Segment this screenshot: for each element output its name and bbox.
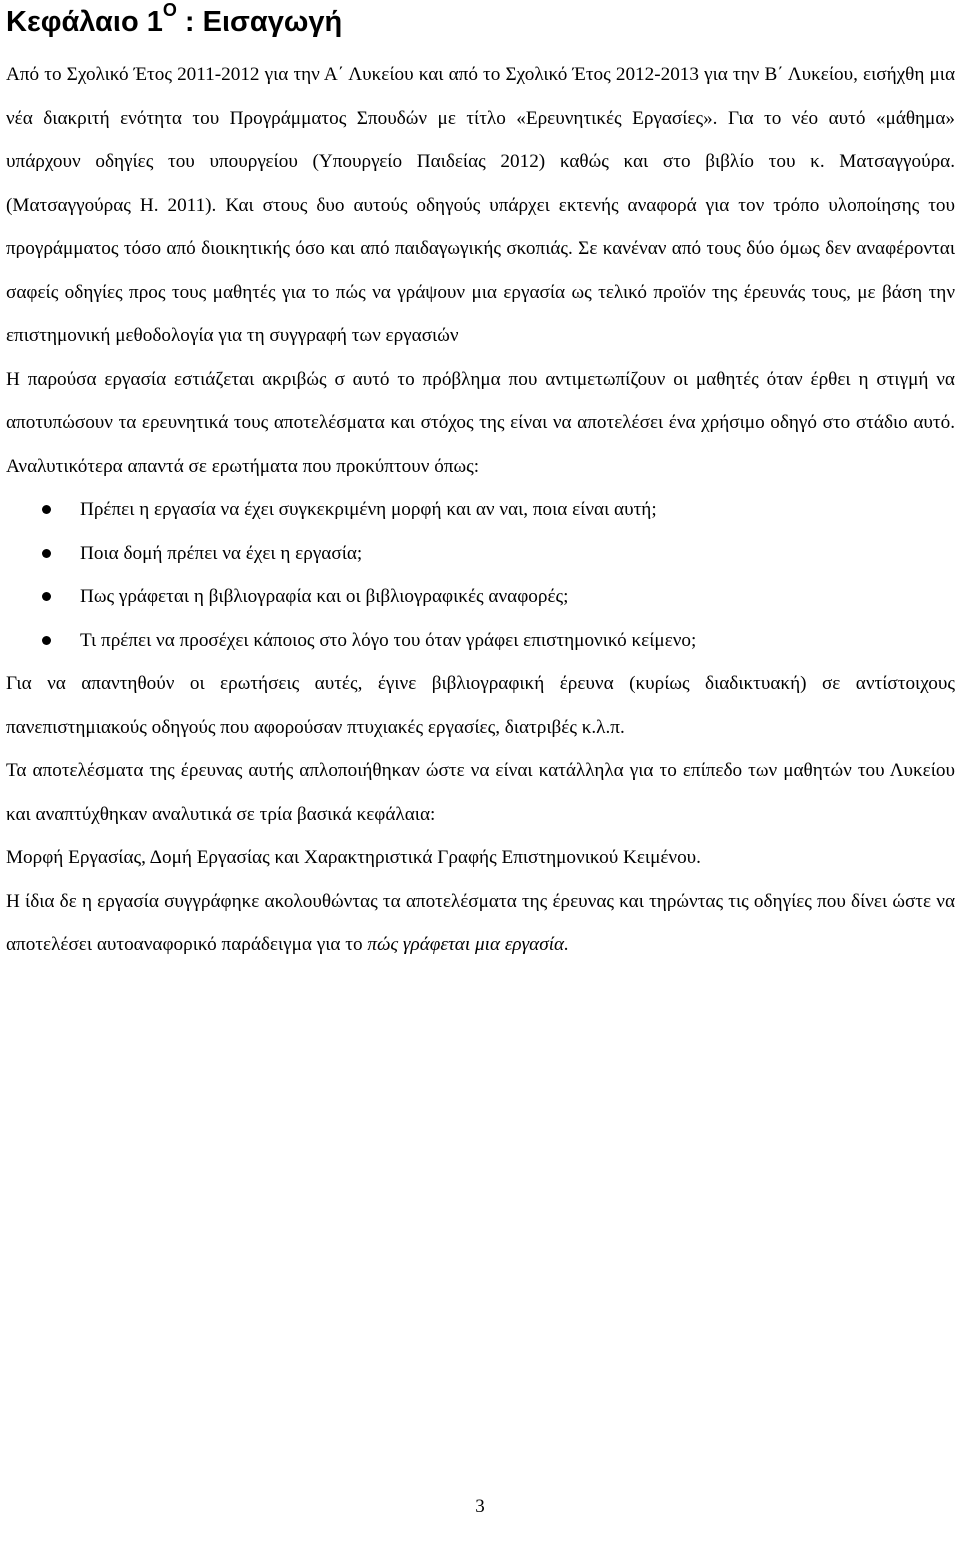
- closing-text: Η ίδια δε η εργασία συγγράφηκε ακολουθώντας τα αποτελέσματα της έρευνας και τηρώντας τις οδηγίες που δίνει ώστε να αποτελέσει αυτοαναφορικό παράδειγμα για το: [6, 890, 955, 955]
- question-text: Ποια δομή πρέπει να έχει η εργασία;: [80, 542, 363, 564]
- chapter-title: [6, 2, 342, 42]
- list-item: [6, 488, 955, 532]
- bullet-icon: [42, 636, 51, 645]
- question-text: Τι πρέπει να προσέχει κάποιος στο λόγο του όταν γράφει επιστημονικό κείμενο;: [80, 629, 697, 651]
- paragraph-closing: [6, 880, 955, 967]
- body-text: [6, 53, 955, 967]
- paragraph-intro: Από το Σχολικό Έτος 2011-2012 για την Α΄ Λυκείου και από το Σχολικό Έτος 2012-2013 για την Β΄ Λυκείου, εισήχθη μια νέα διακριτή ενότητα του Προγράμματος Σπουδών με τίτλο «Ερευνητικές Εργασίες». Για το νέο αυτό «μάθημα» υπάρχουν οδηγίες του υπουργείου (Υπουργείο Παιδείας 2012) καθώς και στο βιβλίο του κ. Ματσαγγούρα. (Ματσαγγούρας Η. 2011). Και στους δυο αυτούς οδηγούς υπάρχει εκτενής αναφορά για τον τρόπο υλοποίησης του προγράμματος τόσο από διοικητικής όσο και από παιδαγωγικής σκοπιάς. Σε κανέναν από τους δύο όμως δεν αναφέρονται σαφείς οδηγίες προς τους μαθητές για το πώς να γράψουν μια εργασία ως τελικό προϊόν της έρευνάς τους, με βάση την επιστημονική μεθοδολογία για τη συγγραφή των εργασιών: [6, 64, 955, 346]
- question-text: Πως γράφεται η βιβλιογραφία και οι βιβλιογραφικές αναφορές;: [80, 586, 569, 607]
- list-item: [6, 619, 955, 663]
- bullet-icon: [42, 505, 51, 514]
- question-text: Πρέπει η εργασία να έχει συγκεκριμένη μορφή και αν ναι, ποια είναι αυτή;: [80, 499, 657, 520]
- paragraph-results: Τα αποτελέσματα της έρευνας αυτής απλοποιήθηκαν ώστε να είναι κατάλληλα για το επίπεδο των μαθητών του Λυκείου και αναπτύχθηκαν αναλυτικά σε τρία βασικά κεφάλαια:: [6, 760, 955, 825]
- questions-list: [6, 488, 955, 662]
- closing-italic-text: πώς γράφεται μια εργασία.: [367, 934, 569, 955]
- chapter-title-superscript: Ο: [162, 0, 177, 21]
- bullet-icon: [42, 592, 51, 601]
- chapter-title-prefix: Κεφάλαιο 1: [6, 6, 163, 38]
- chapter-title-suffix: : Εισαγωγή: [176, 6, 343, 38]
- bullet-icon: [42, 549, 51, 558]
- paragraph-research: Για να απαντηθούν οι ερωτήσεις αυτές, έγινε βιβλιογραφική έρευνα (κυρίως διαδικτυακή) σε αντίστοιχους πανεπιστημιακούς οδηγούς που αφορούσαν πτυχιακές εργασίες, διατριβές κ.λ.π.: [6, 673, 955, 738]
- list-item: [6, 532, 955, 576]
- list-item: [6, 575, 955, 619]
- paragraph-chapters: Μορφή Εργασίας, Δομή Εργασίας και Χαρακτηριστικά Γραφής Επιστημονικού Κειμένου.: [6, 847, 701, 868]
- paragraph-focus: Η παρούσα εργασία εστιάζεται ακριβώς σ αυτό το πρόβλημα που αντιμετωπίζουν οι μαθητές όταν έρθει η στιγμή να αποτυπώσουν τα ερευνητικά τους αποτελέσματα και στόχος της είναι να αποτελέσει ένα χρήσιμο οδηγό στο στάδιο αυτό. Αναλυτικότερα απαντά σε ερωτήματα που προκύπτουν όπως:: [6, 368, 955, 477]
- page-number: 3: [475, 1496, 485, 1517]
